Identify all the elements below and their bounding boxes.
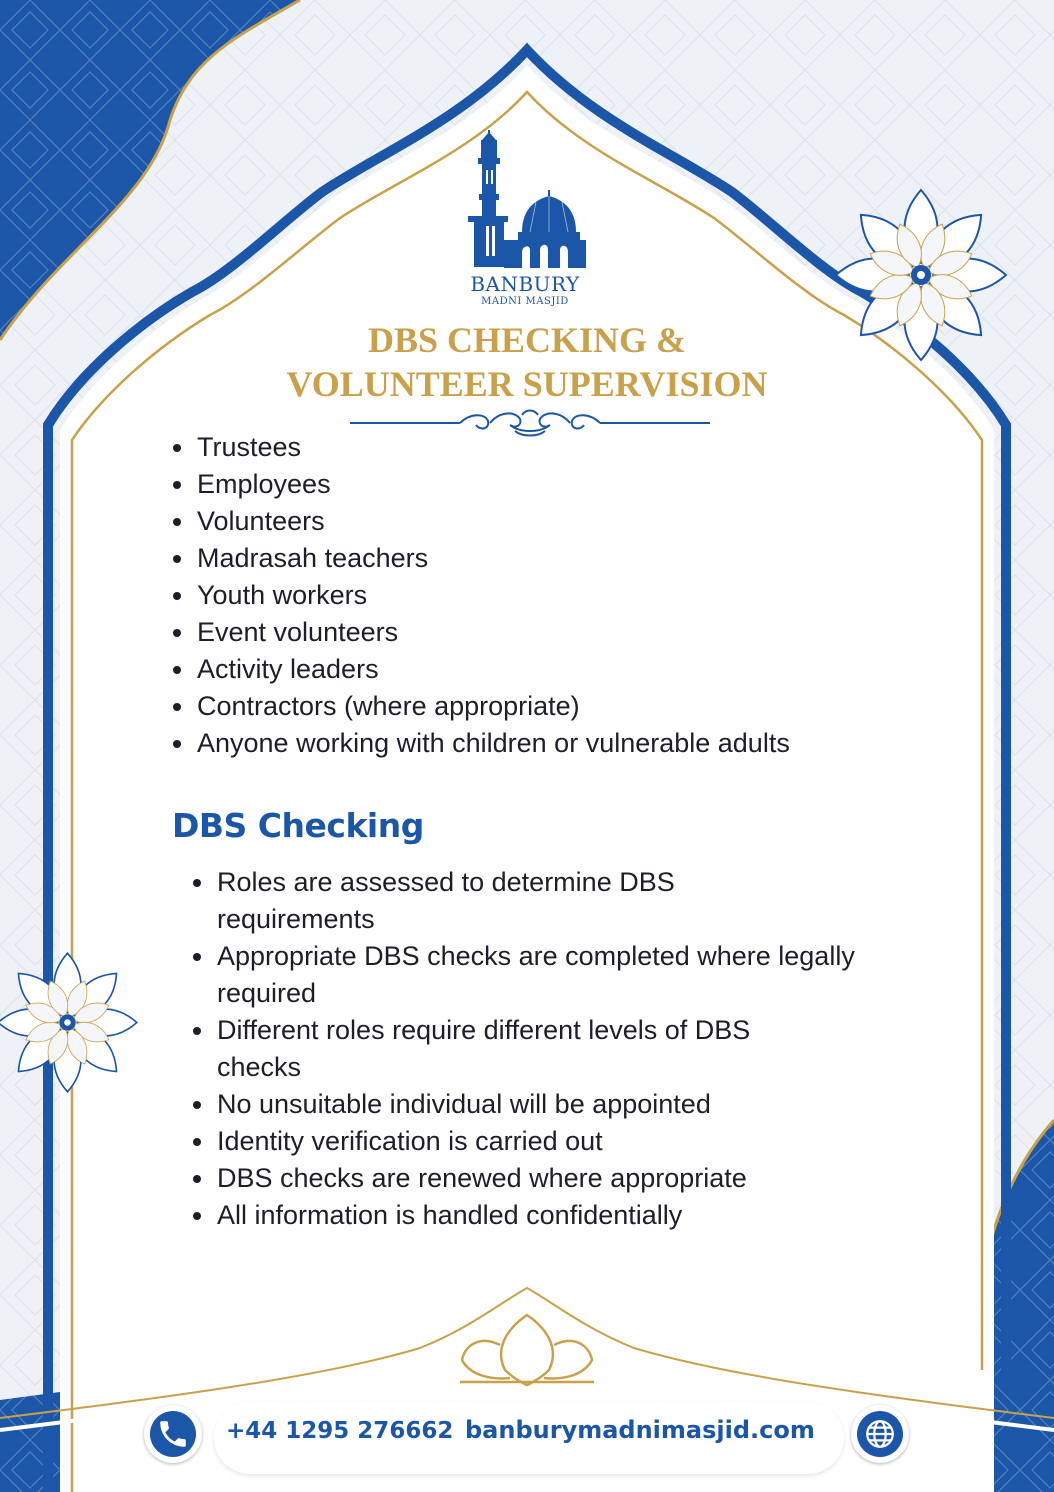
flower-icon [0, 945, 145, 1100]
list-item: Youth workers [171, 577, 811, 614]
list-item: Trustees [171, 429, 811, 466]
dbs-checking-list [191, 864, 855, 1234]
list-item: Roles are assessed to determine DBS requirements [191, 864, 737, 938]
list-item: Appropriate DBS checks are completed where legally required [191, 938, 857, 1012]
list-item: Activity leaders [171, 651, 811, 688]
list-item: Madrasah teachers [171, 540, 811, 577]
list-item: Anyone working with children or vulnerable adults [171, 725, 797, 762]
list-item: Different roles require different levels of DBS checks [191, 1012, 837, 1086]
list-item: Event volunteers [171, 614, 811, 651]
logo-name: BANBURY [470, 272, 580, 296]
list-item: Identity verification is carried out [191, 1123, 851, 1160]
title-line-1: DBS CHECKING & [367, 320, 687, 360]
title-line-2: VOLUNTEER SUPERVISION [286, 364, 768, 404]
website-link[interactable]: banburymadnimasjid.com [465, 1416, 815, 1444]
list-item: DBS checks are renewed where appropriate [191, 1160, 851, 1197]
list-item: No unsuitable individual will be appointed [191, 1086, 851, 1123]
phone-icon[interactable] [144, 1405, 202, 1463]
list-item: Volunteers [171, 503, 811, 540]
section-heading: DBS Checking [172, 806, 424, 845]
globe-icon[interactable] [851, 1405, 909, 1463]
list-item: Employees [171, 466, 811, 503]
logo-text [440, 273, 610, 309]
phone-number[interactable]: +44 1295 276662 [226, 1418, 454, 1444]
logo-subname: MADNI MASJID [481, 296, 569, 307]
roles-list [171, 429, 811, 762]
page-title [230, 320, 824, 408]
list-item: Contractors (where appropriate) [171, 688, 811, 725]
list-item: All information is handled confidentially [191, 1197, 851, 1234]
flower-icon [826, 180, 1016, 370]
